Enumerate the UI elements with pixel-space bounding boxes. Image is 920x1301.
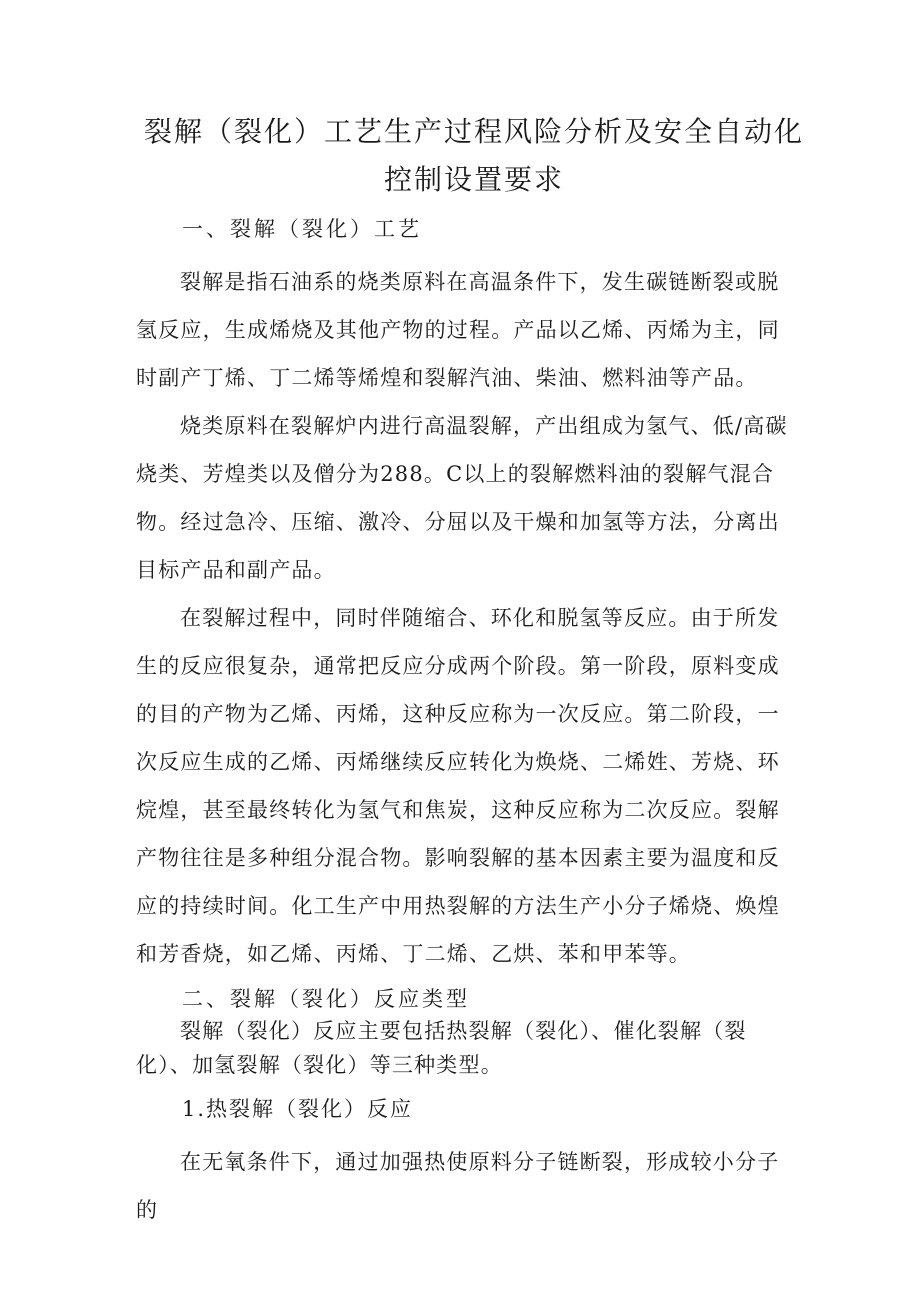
paragraph-1: 裂解是指石油系的烧类原料在高温条件下，发生碳链断裂或脱氢反应，生成烯烧及其他产物的过程。产品以乙烯、丙烯为主，同时副产丁烯、丁二烯等烯煌和裂解汽油、柴油、燃料油等产品。: [136, 270, 780, 390]
subsection-1-heading: 1.热裂解（裂化）反应: [182, 1097, 414, 1121]
document-title-line-2: 控制设置要求: [383, 163, 564, 196]
section-1-heading: 一、裂解（裂化）工艺: [182, 217, 422, 241]
paragraph-5: 在无氧条件下，通过加强热使原料分子链断裂，形成较小分子的: [136, 1150, 780, 1222]
document-title-line-1: 裂解（裂化）工艺生产过程风险分析及安全自动化: [143, 115, 804, 148]
section-2-heading: 二、裂解（裂化）反应类型: [182, 987, 470, 1011]
paragraph-3: 在裂解过程中，同时伴随缩合、环化和脱氢等反应。由于所发生的反应很复杂，通常把反应分成两个阶段。第一阶段，原料变成的目的产物为乙烯、丙烯，这种反应称为一次反应。第二阶段，一次反应生成的乙烯、丙烯继续反应转化为焕烧、二烯姓、芳烧、环烷煌，甚至最终转化为氢气和焦炭，这种反应称为二次反应。裂解产物往往是多种组分混合物。影响裂解的基本因素主要为温度和反应的持续时间。化工生产中用热裂解的方法生产小分子烯烧、焕煌和芳香烧，如乙烯、丙烯、丁二烯、乙烘、苯和甲苯等。: [136, 606, 780, 966]
paragraph-2: 烧类原料在裂解炉内进行高温裂解，产出组成为氢气、低/高碳烧类、芳煌类以及僧分为288。C以上的裂解燃料油的裂解气混合物。经过急冷、压缩、激冷、分屈以及干燥和加氢等方法，分离出目标产品和副产品。: [136, 414, 788, 582]
paragraph-4: 裂解（裂化）反应主要包括热裂解（裂化）、催化裂解（裂化）、加氢裂解（裂化）等三种类型。: [136, 1019, 747, 1077]
